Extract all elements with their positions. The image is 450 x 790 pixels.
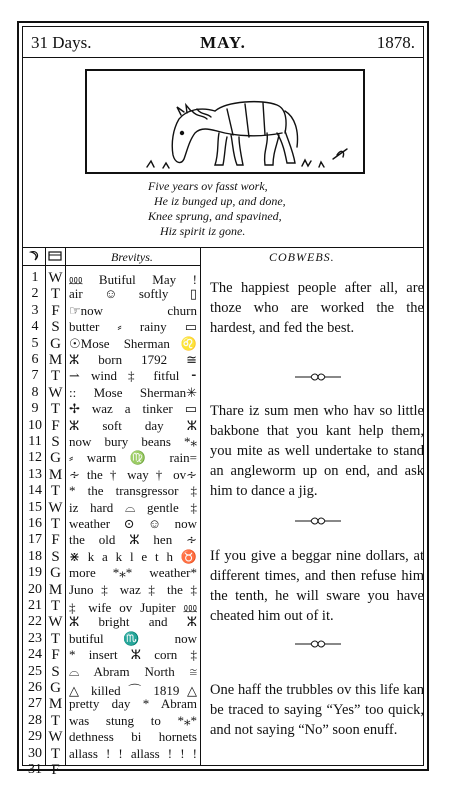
brevity-text: ⵣ soft day ⵣ bbox=[69, 417, 197, 433]
almanac-page-frame bbox=[17, 21, 429, 778]
day-row bbox=[23, 418, 199, 435]
weekday-letter: W bbox=[48, 270, 63, 286]
ornament-divider-icon bbox=[295, 516, 341, 526]
weekday-letter: S bbox=[51, 434, 60, 450]
brevity-text: △ killed ⌒ 1819 △ bbox=[69, 683, 197, 698]
day-row bbox=[23, 336, 199, 353]
day-number: 22 bbox=[28, 614, 42, 630]
poem-line: Knee sprung, and spavined, bbox=[148, 209, 282, 223]
weekday-letter: T bbox=[50, 598, 61, 614]
cobweb-paragraph: The happiest people after all, are thoze who are worked the the hardest, and fed the best. bbox=[210, 280, 424, 336]
day-row bbox=[23, 434, 199, 451]
day-row bbox=[23, 696, 199, 713]
brevity-text: ⵣ bright and ⵣ bbox=[69, 614, 197, 630]
brevity-text: more *⁎* weather* bbox=[69, 565, 197, 581]
brevity-text: butiful ♏ now bbox=[69, 630, 197, 646]
weekday-letter: T bbox=[50, 712, 61, 729]
day-number: 9 bbox=[31, 401, 39, 417]
day-row bbox=[23, 450, 199, 467]
day-number: 5 bbox=[31, 335, 39, 351]
poem-line: He iz bunged up, and done, bbox=[154, 194, 286, 208]
day-row bbox=[23, 680, 199, 697]
year: 1878. bbox=[376, 33, 415, 52]
day-number: 30 bbox=[28, 745, 42, 761]
poem-line: Five years ov fasst work, bbox=[148, 179, 268, 193]
weekday-letter: M bbox=[48, 696, 63, 713]
weekday-letter: T bbox=[50, 630, 61, 647]
day-row bbox=[23, 385, 199, 402]
days-count: 31 Days. bbox=[31, 33, 92, 52]
poem bbox=[23, 179, 423, 239]
weekday-letter: S bbox=[51, 319, 60, 336]
weekday-letter: T bbox=[50, 401, 61, 418]
brevity-text: ☉Mose Sherman♌ bbox=[69, 335, 197, 351]
day-row bbox=[23, 549, 199, 566]
brevity-text: allass ! ! allass ! ! ! bbox=[69, 745, 197, 761]
weekday-letter: M bbox=[48, 466, 63, 483]
day-row bbox=[23, 319, 199, 336]
day-row bbox=[23, 729, 199, 746]
day-row bbox=[23, 582, 199, 599]
column-divider bbox=[200, 248, 201, 765]
weekday-letter: M bbox=[48, 352, 63, 368]
brevity-text: air ☺ softly ▯ bbox=[69, 286, 197, 302]
day-row bbox=[23, 565, 199, 582]
brevitys-header: Brevitys. bbox=[111, 250, 153, 264]
day-row bbox=[23, 614, 199, 631]
day-number: 19 bbox=[28, 565, 42, 581]
day-number: 17 bbox=[28, 532, 42, 548]
weekday-letter: T bbox=[50, 516, 61, 532]
cobweb-paragraph: If you give a beggar nine dollars, at different times, and then refuse him the tenth, he will sware you have cheated him out of it. bbox=[210, 548, 424, 624]
day-number: 16 bbox=[28, 516, 42, 531]
brevity-text: * the transgressor ‡ bbox=[69, 483, 197, 499]
day-number: 12 bbox=[28, 450, 42, 466]
day-number: 24 bbox=[28, 647, 42, 663]
brevity-text: ☞now churn bbox=[69, 302, 197, 318]
day-row bbox=[23, 532, 199, 549]
weekday-letter: F bbox=[51, 647, 60, 664]
day-number: 11 bbox=[28, 434, 42, 449]
day-row bbox=[23, 516, 199, 533]
day-row bbox=[23, 286, 199, 303]
month-title: MAY. bbox=[200, 33, 246, 52]
brevity-text: now bury beans *⁎ bbox=[69, 434, 197, 449]
day-number: 27 bbox=[28, 696, 42, 712]
cobweb-paragraph: Thare iz sum men who hav so little bakbone that you kant help them, you mite as well undertake to stand an angleworm up on end, and ask him to dance a jig. bbox=[210, 403, 424, 499]
day-row bbox=[23, 647, 199, 664]
day-number: 7 bbox=[31, 368, 39, 384]
ornament-divider-icon bbox=[295, 372, 341, 382]
brevity-text: dethness bi hornets bbox=[69, 729, 197, 745]
almanac-inner-border bbox=[22, 26, 424, 778]
weekday-letter: G bbox=[50, 565, 61, 582]
weekday-letter: F bbox=[51, 532, 60, 549]
day-number: 13 bbox=[28, 466, 42, 482]
horse-drawing-icon bbox=[87, 71, 363, 172]
day-number: 14 bbox=[28, 483, 42, 499]
horse-illustration bbox=[85, 69, 365, 174]
day-row bbox=[23, 352, 199, 369]
day-row bbox=[23, 664, 199, 681]
day-row bbox=[23, 762, 199, 779]
brevity-text: ∻ the † way † ov∻ bbox=[69, 466, 197, 482]
brevity-text: :: Mose Sherman✳ bbox=[69, 384, 197, 400]
brevity-text: ⅏ Butiful May ! bbox=[69, 272, 197, 287]
poem-line: Hiz spirit iz gone. bbox=[160, 224, 246, 238]
cobweb-paragraph: One haff the trubbles ov this life kan be traced to saying “Yes” too quick, and not saying “No” soon enuff. bbox=[210, 682, 424, 738]
day-number: 29 bbox=[28, 729, 42, 745]
day-number: 25 bbox=[28, 663, 42, 679]
weekday-letter: F bbox=[51, 417, 60, 434]
brevity-text: iz hard ⌓ gentle ‡ bbox=[69, 499, 197, 515]
brevity-text: Juno ‡ waz ‡ the ‡ bbox=[69, 581, 197, 597]
day-of-month-icon bbox=[26, 250, 44, 262]
day-number: 10 bbox=[28, 417, 42, 433]
day-number: 4 bbox=[31, 319, 39, 335]
header-rule bbox=[23, 265, 201, 266]
brevity-text: butter ⸗ rainy ▭ bbox=[69, 319, 197, 335]
day-row bbox=[23, 401, 199, 418]
weekday-letter: G bbox=[50, 335, 61, 352]
day-number: 8 bbox=[31, 384, 39, 400]
weekday-letter: G bbox=[50, 450, 61, 467]
day-of-week-icon bbox=[46, 250, 64, 262]
page-header bbox=[23, 27, 423, 58]
day-number: 2 bbox=[31, 286, 39, 302]
day-number: 18 bbox=[28, 548, 42, 564]
weekday-letter: W bbox=[48, 729, 63, 746]
brevity-text: ⇀ wind ‡ fitful ⁃ bbox=[69, 368, 197, 384]
brevity-text: * insert ⵣ corn ‡ bbox=[69, 647, 197, 663]
brevity-text: ⸗ warm ♍ rain= bbox=[69, 450, 197, 466]
ornament-divider-icon bbox=[295, 639, 341, 649]
weekday-letter: T bbox=[50, 368, 61, 385]
day-number: 31 bbox=[28, 762, 42, 777]
day-number: 20 bbox=[28, 581, 42, 597]
day-row bbox=[23, 467, 199, 484]
weekday-letter: W bbox=[48, 499, 63, 516]
day-row bbox=[23, 631, 199, 648]
weekday-letter: S bbox=[51, 548, 60, 565]
brevity-text: ✢ waz a tinker ▭ bbox=[69, 401, 197, 417]
weekday-letter: S bbox=[51, 663, 60, 680]
day-number: 26 bbox=[28, 680, 42, 695]
day-number: 15 bbox=[28, 499, 42, 515]
brevity-text: ‡ wife ov Jupiter ⅏ bbox=[69, 600, 197, 615]
day-number: 28 bbox=[28, 712, 42, 728]
weekday-letter: F bbox=[51, 302, 60, 319]
brevity-text: ⋇ k a k l e t h ♉ bbox=[69, 548, 197, 564]
day-row bbox=[23, 303, 199, 320]
weekday-letter: T bbox=[50, 745, 61, 762]
day-number: 23 bbox=[28, 630, 42, 646]
weekday-letter: T bbox=[50, 286, 61, 303]
weekday-letter: M bbox=[48, 581, 63, 598]
weekday-letter: W bbox=[48, 614, 63, 631]
day-number: 3 bbox=[31, 302, 39, 318]
day-number: 21 bbox=[28, 598, 42, 613]
brevity-text: was stung to *⁎* bbox=[69, 712, 197, 728]
brevity-text: the old ⵣ hen ∻ bbox=[69, 532, 197, 548]
day-row bbox=[23, 746, 199, 763]
brevity-text: ⵣ born 1792 ≅ bbox=[69, 352, 197, 367]
weekday-letter: F bbox=[51, 762, 60, 778]
day-number: 1 bbox=[31, 270, 39, 285]
cobwebs-header: COBWEBS. bbox=[269, 250, 335, 264]
day-row bbox=[23, 598, 199, 615]
day-row bbox=[23, 270, 199, 287]
calendar-table bbox=[23, 247, 424, 778]
weekday-letter: W bbox=[48, 384, 63, 401]
day-row bbox=[23, 483, 199, 500]
weekday-letter: G bbox=[50, 680, 61, 696]
day-row bbox=[23, 713, 199, 730]
day-number: 6 bbox=[31, 352, 39, 367]
brevity-text: ⌓ Abram North ≅ bbox=[69, 663, 197, 679]
brevity-text: weather ⊙ ☺ now bbox=[69, 516, 197, 531]
day-row bbox=[23, 500, 199, 517]
day-row bbox=[23, 368, 199, 385]
weekday-letter: T bbox=[50, 483, 61, 500]
brevity-text: pretty day * Abram bbox=[69, 696, 197, 712]
